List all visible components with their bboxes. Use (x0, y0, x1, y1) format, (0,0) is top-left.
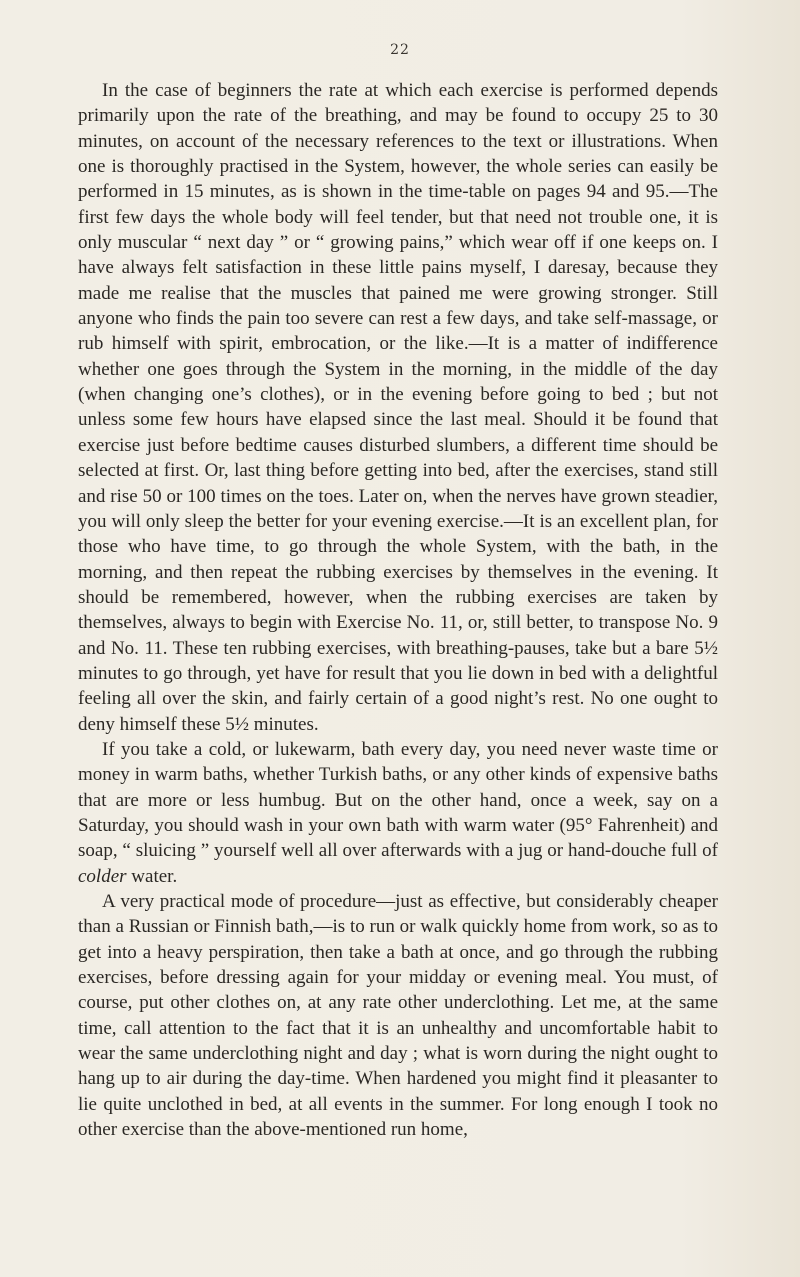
paragraph-1: In the case of beginners the rate at which each exercise is performed depends primarily upon the rate of the breathing, and may be found to occupy 25 to 30 minutes, on account of the necessary references to the text or illustrations. When one is thoroughly practised in the System, however, the whole series can easily be performed in 15 minutes, as is shown in the time-table on pages 94 and 95.—The first few days the whole body will feel tender, but that need not trouble one, it is only muscular “ next day ” or “ growing pains,” which wear off if one keeps on. I have always felt satisfaction in these little pains myself, I daresay, because they made me realise that the muscles that pained me were growing stronger. Still anyone who finds the pain too severe can rest a few days, and take self-massage, or rub himself with spirit, embrocation, or the like.—It is a matter of indifference whether one goes through the System in the morning, in the middle of the day (when changing one’s clothes), or in the evening before going to bed ; but not unless some few hours have elapsed since the last meal. Should it be found that exercise just before bedtime causes disturbed slumbers, a different time should be selected at first. Or, last thing before getting into bed, after the exercises, stand still and rise 50 or 100 times on the toes. Later on, when the nerves have grown steadier, you will only sleep the better for your evening exercise.—It is an excellent plan, for those who have time, to go through the whole System, with the bath, in the morning, and then repeat the rubbing exercises by themselves in the evening. It should be remembered, however, when the rubbing exercises are taken by themselves, always to begin with Exercise No. 11, or, still better, to transpose No. 9 and No. 11. These ten rubbing exercises, with breathing-pauses, take but a bare 5½ minutes to go through, yet have for result that you lie down in bed with a delightful feeling all over the skin, and fairly certain of a good night’s rest. No one ought to deny himself these 5½ minutes. (78, 80, 718, 735)
paragraph-2-text-b: water. (126, 865, 178, 887)
paragraph-3: A very practical mode of procedure—just as effective, but considerably cheaper than a Russian or Finnish bath,—is to run or walk quickly home from work, so as to get into a heavy perspiration, then take a bath at once, and go through the rubbing exercises, before dressing again for your midday or evening meal. You must, of course, put other clothes on, at any rate other underclothing. Let me, at the same time, call attention to the fact that it is an unhealthy and uncomfortable habit to wear the same underclothing night and day ; what is worn during the night ought to hang up to air during the day-time. When hardened you might find it pleasanter to lie quite unclothed in bed, at all events in the summer. For long enough I took no other exercise than the above-mentioned run home, (78, 891, 718, 1141)
italic-word: colder (78, 865, 127, 887)
paragraph-2 (78, 737, 718, 889)
page-number: 22 (390, 42, 410, 58)
paragraph-2-text-a: If you take a cold, or lukewarm, bath every day, you need never waste time or money in warm baths, whether Turkish baths, or any other kinds of expensive baths that are more or less humbug. But on the other hand, once a week, say on a Saturday, you should wash in your own bath with warm water (95° Fahrenheit) and soap, “ sluicing ” yourself well all over afterwards with a jug or hand-douche full of (78, 738, 718, 862)
body-text (78, 78, 718, 1142)
